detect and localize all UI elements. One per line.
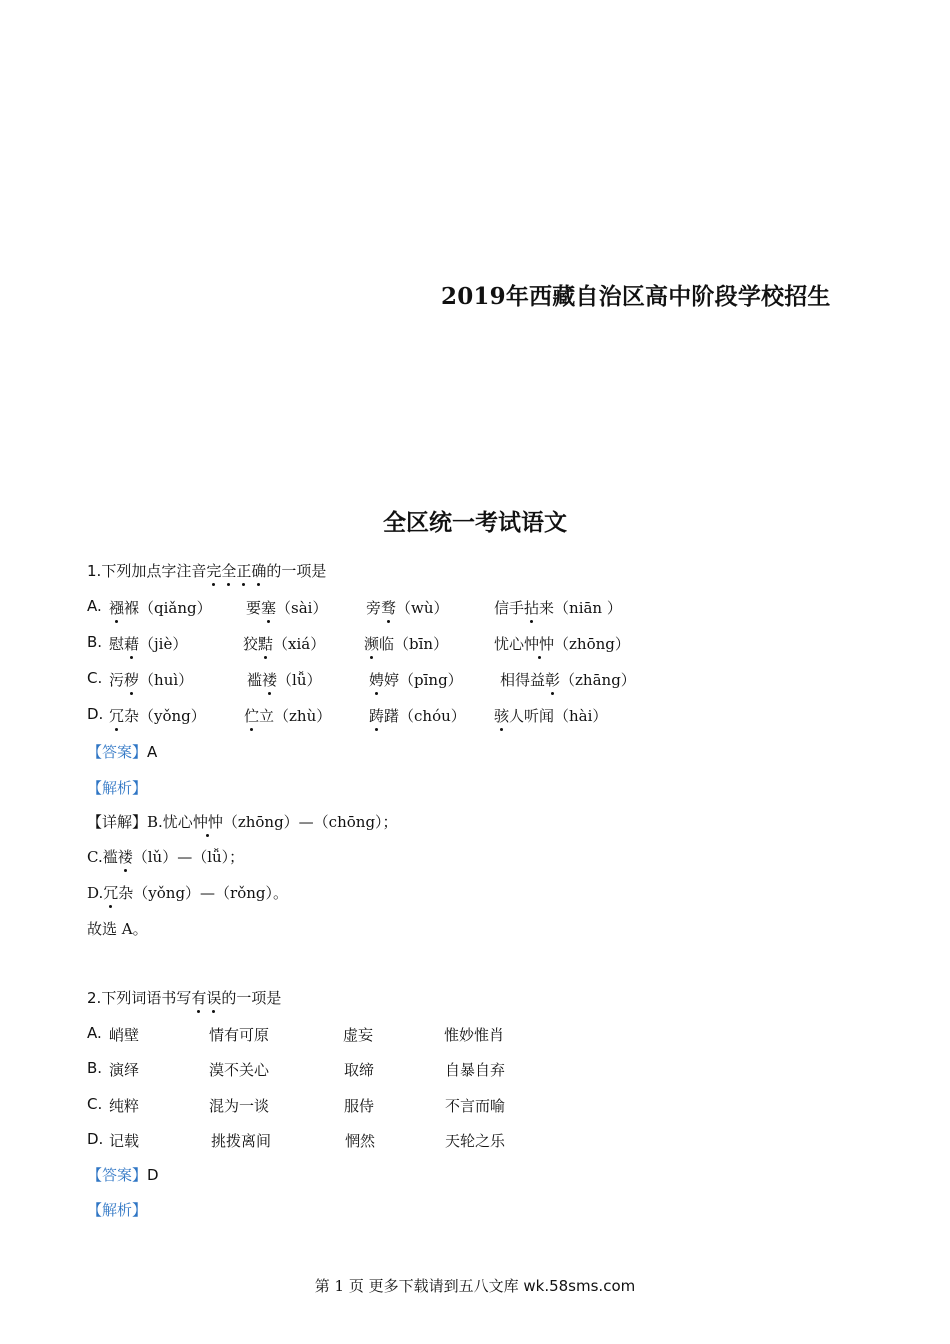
page-title-line2: 全区统一考试语文 xyxy=(383,509,567,536)
q2-analysis-label: 【解析】 xyxy=(87,1201,148,1219)
page-footer xyxy=(0,1275,950,1296)
q1-stem-post: 的一项是 xyxy=(266,562,327,580)
q2-stem-post: 的一项是 xyxy=(221,989,282,1007)
q1-option-c-label: C. xyxy=(87,669,103,687)
footer-text: 第 1 页 更多下载请到五八文库 xyxy=(314,1277,524,1295)
page-title-line1: 2019年西藏自治区高中阶段学校招生 xyxy=(441,283,831,310)
q1-answer xyxy=(87,742,157,762)
q1-option-d-item-2: 伫立（zhù） xyxy=(244,707,332,725)
q2-answer-value: D xyxy=(147,1166,159,1184)
q2-answer-label: 【答案】 xyxy=(87,1166,148,1184)
q1-option-c-item-3: 娉婷（pīng） xyxy=(369,671,463,689)
q2-answer xyxy=(87,1165,159,1185)
q1-detail-line-3: D.冗杂（yǒng）—（rǒng）。 xyxy=(87,884,289,902)
q1-option-c-item-1: 污秽（huì） xyxy=(109,671,194,689)
q1-detail-label: 【详解】 xyxy=(87,813,148,831)
q2-stem-pre: 下列词语书写 xyxy=(101,989,192,1007)
q1-option-a-label: A. xyxy=(87,597,102,615)
q1-stem-pre: 下列加点字注音 xyxy=(101,562,207,580)
q1-option-d-label: D. xyxy=(87,705,104,723)
q1-option-b xyxy=(0,633,950,653)
q1-option-a-item-4: 信手拈来（niān ） xyxy=(494,599,622,617)
q1-stem-dotted-2: 正 xyxy=(236,562,252,580)
q1-number: 1. xyxy=(87,562,102,580)
q2-number: 2. xyxy=(87,989,102,1007)
q1-answer-label: 【答案】 xyxy=(87,743,148,761)
q1-option-d-item-4: 骇人听闻（hài） xyxy=(494,707,608,725)
q1-option-b-item-4: 忧心忡忡（zhōng） xyxy=(494,635,630,653)
q1-option-d-item-1: 冗杂（yǒng） xyxy=(109,707,206,725)
q1-option-b-item-3: 濒临（bīn） xyxy=(364,635,449,653)
q2-stem-dotted-0: 有 xyxy=(191,989,207,1007)
q1-option-b-item-2: 狡黠（xiá） xyxy=(243,635,326,653)
q1-analysis-label: 【解析】 xyxy=(87,779,148,797)
footer-url[interactable]: wk.58sms.com xyxy=(523,1277,636,1295)
q1-option-d-item-3: 踌躇（chóu） xyxy=(369,707,466,725)
q1-option-c-item-4: 相得益彰（zhāng） xyxy=(500,671,636,689)
q1-option-a xyxy=(0,597,950,617)
q1-stem-dotted-0: 完 xyxy=(206,562,222,580)
q1-option-c xyxy=(0,669,950,689)
q2-option-c: C. 纯粹 混为一谈 服侍 不言而喻 xyxy=(87,1095,506,1115)
q1-detail-line-2: C.褴褛（lǔ）—（lǚ）； xyxy=(87,848,245,866)
q2-stem xyxy=(87,988,281,1008)
q1-option-a-item-3: 旁骛（wù） xyxy=(366,599,449,617)
q1-option-d xyxy=(0,705,950,725)
q1-option-b-label: B. xyxy=(87,633,103,651)
q2-option-b: B. 演绎 漠不关心 取缔 自暴自弃 xyxy=(87,1059,506,1079)
q1-conclusion: 故选 A。 xyxy=(87,920,148,938)
q1-option-a-item-1: 襁褓（qiǎng） xyxy=(109,599,212,617)
q2-stem-dotted-1: 误 xyxy=(206,989,222,1007)
q1-detail-line-1: 【详解】B.忧心忡忡（zhōng）—（chōng）； xyxy=(87,813,398,831)
q2-option-a: A. 峭壁 情有可原 虚妄 惟妙惟肖 xyxy=(87,1024,505,1044)
q1-stem-dotted-3: 确 xyxy=(251,562,267,580)
q1-stem-dotted-1: 全 xyxy=(221,562,237,580)
q1-option-b-item-1: 慰藉（jiè） xyxy=(109,635,188,653)
q1-answer-value: A xyxy=(147,743,158,761)
q1-option-c-item-2: 褴褛（lǚ） xyxy=(247,671,322,689)
q1-option-a-item-2: 要塞（sài） xyxy=(246,599,328,617)
q2-option-d: D. 记载 挑拨离间 惘然 天轮之乐 xyxy=(87,1130,506,1150)
q1-stem xyxy=(87,561,326,581)
